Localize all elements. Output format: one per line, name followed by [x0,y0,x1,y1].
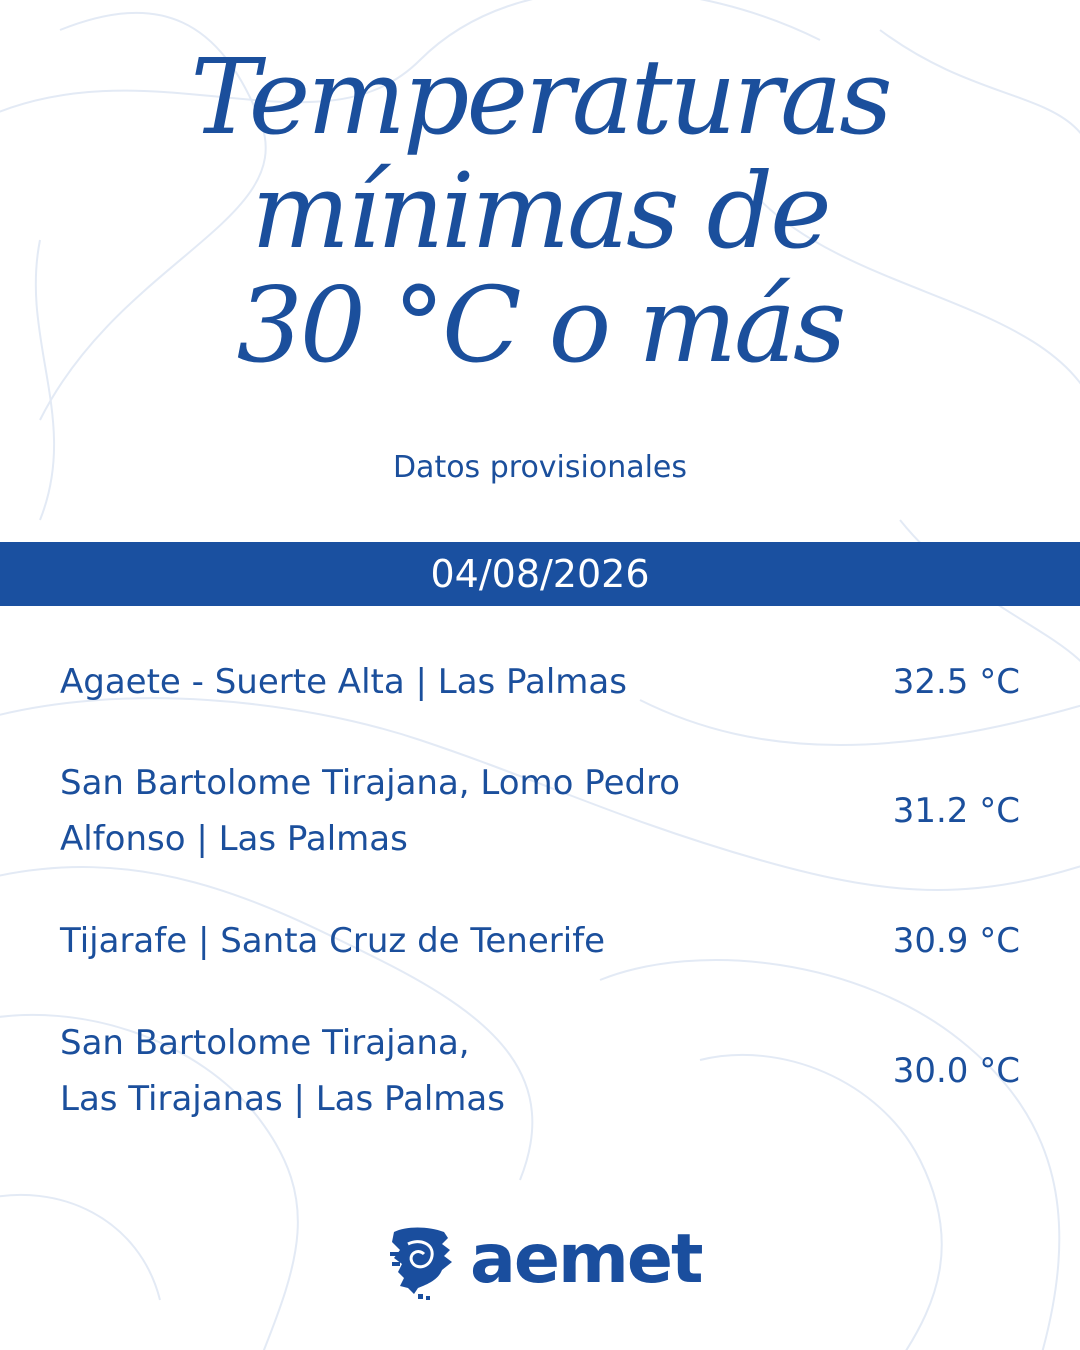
title-line-1: Temperaturas [190,36,890,158]
station-name [60,913,760,969]
aemet-logo-text: aemet [470,1220,702,1299]
date-banner: 04/08/2026 [0,542,1080,606]
station-name [60,1015,760,1127]
station-temperature: 30.0 °C [892,1051,1020,1091]
page-title [0,36,1080,386]
station-row [60,755,1020,867]
station-name [60,755,760,867]
aemet-map-logo-icon [388,1222,466,1302]
station-name-line-1: San Bartolome Tirajana, Lomo Pedro [60,763,681,803]
station-name-line-2: Las Tirajanas | Las Palmas [60,1079,505,1119]
aemet-logo [388,1220,702,1302]
station-name-line-2: Alfonso | Las Palmas [60,819,408,859]
station-name-line-1: Agaete - Suerte Alta | Las Palmas [60,662,627,702]
title-line-3: 30 °C o más [236,264,844,386]
station-name-line-1: Tijarafe | Santa Cruz de Tenerife [60,921,606,961]
station-row [60,654,1020,710]
station-name-line-1: San Bartolome Tirajana, [60,1023,470,1063]
station-temperature: 31.2 °C [892,791,1020,831]
subtitle: Datos provisionales [392,450,688,485]
station-row [60,913,1020,969]
title-line-2: mínimas de [251,150,829,272]
station-row [60,1015,1020,1127]
station-temperature: 32.5 °C [892,662,1020,702]
station-temperature: 30.9 °C [892,921,1020,961]
station-name [60,654,760,710]
